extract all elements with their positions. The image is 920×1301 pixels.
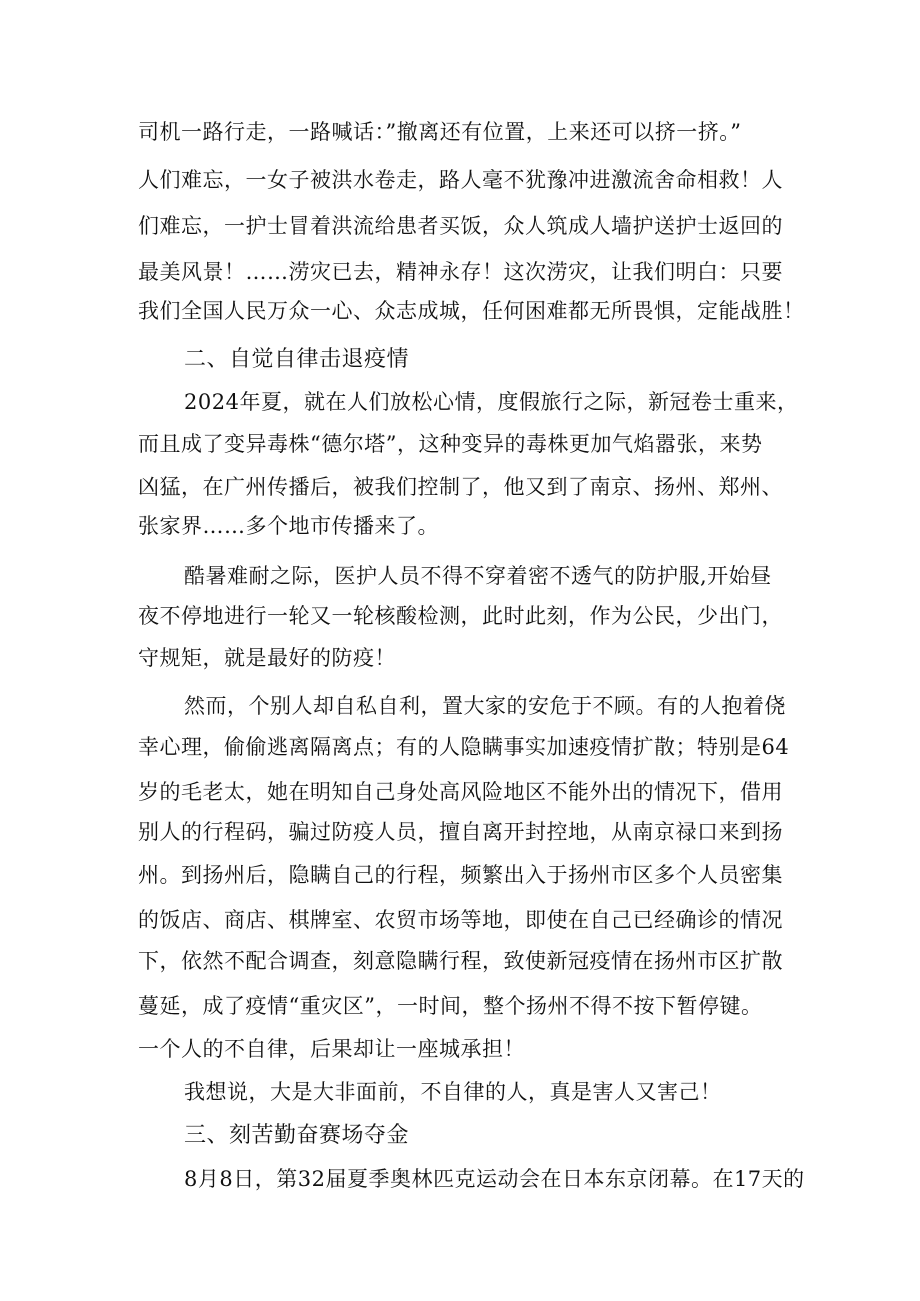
paragraph-line: 最美风景！……涝灾已去，精神永存！这次涝灾，让我们明白：只要: [138, 260, 783, 284]
section-heading-2: 二、自觉自律击退疫情: [184, 347, 410, 372]
paragraph-line: 的饭店、商店、棋牌室、农贸市场等地，即使在自己已经确诊的情况: [138, 908, 783, 932]
section-heading-3: 三、刻苦勤奋赛场夺金: [184, 1123, 410, 1148]
paragraph-line: 州。到扬州后，隐瞒自己的行程，频繁出入于扬州市区多个人员密集: [138, 863, 783, 887]
paragraph-line: 人们难忘，一女子被洪水卷走，路人毫不犹豫冲进激流舍命相救！人: [138, 168, 783, 192]
paragraph-line: 别人的行程码，骗过防疫人员，擅自离开封控地，从南京禄口来到扬: [138, 820, 783, 844]
paragraph-line: 我们全国人民万众一心、众志成城，任何困难都无所畏惧，定能战胜！: [138, 299, 805, 323]
paragraph-line: 司机一路行走，一路喊话：”撤离还有位置，上来还可以挤一挤。”: [138, 120, 742, 144]
paragraph-line: 幸心理，偷偷逃离隔离点；有的人隐瞒事实加速疫情扩散；特别是64: [138, 735, 790, 759]
paragraph-line: 8月8日，第32届夏季奥林匹克运动会在日本东京闭幕。在17天的: [184, 1167, 805, 1191]
paragraph-line: 2024年夏，就在人们放松心情，度假旅行之际，新冠卷士重来，: [184, 390, 799, 414]
paragraph-line: 蔓延，成了疫情“重灾区”，一时间，整个扬州不得不按下暂停键。: [138, 994, 763, 1018]
paragraph-line: 岁的毛老太，她在明知自己身处高风险地区不能外出的情况下，借用: [138, 780, 783, 804]
paragraph-line: 夜不停地进行一轮又一轮核酸检测，此时此刻，作为公民，少出门，: [138, 604, 783, 628]
paragraph-line: 一个人的不自律，后果却让一座城承担！: [138, 1037, 525, 1061]
paragraph-line: 而且成了变异毒株“德尔塔”，这种变异的毒株更加气焰嚣张，来势: [138, 432, 763, 456]
paragraph-line: 张家界……多个地市传播来了。: [138, 514, 439, 538]
paragraph-line: 守规矩，就是最好的防疫！: [138, 646, 396, 670]
paragraph-line: 酷暑难耐之际，医护人员不得不穿着密不透气的防护服,开始昼: [184, 564, 772, 588]
paragraph-line: 下，依然不配合调查，刻意隐瞒行程，致使新冠疫情在扬州市区扩散: [138, 949, 783, 973]
paragraph-line: 然而，个别人却自私自利，置大家的安危于不顾。有的人抱着侥: [184, 694, 786, 718]
paragraph-line: 们难忘，一护士冒着洪流给患者买饭，众人筑成人墙护送护士返回的: [138, 214, 783, 238]
paragraph-line: 我想说，大是大非面前，不自律的人，真是害人又害己！: [184, 1080, 722, 1104]
paragraph-line: 凶猛，在广州传播后，被我们控制了，他又到了南京、扬州、郑州、: [138, 475, 783, 499]
